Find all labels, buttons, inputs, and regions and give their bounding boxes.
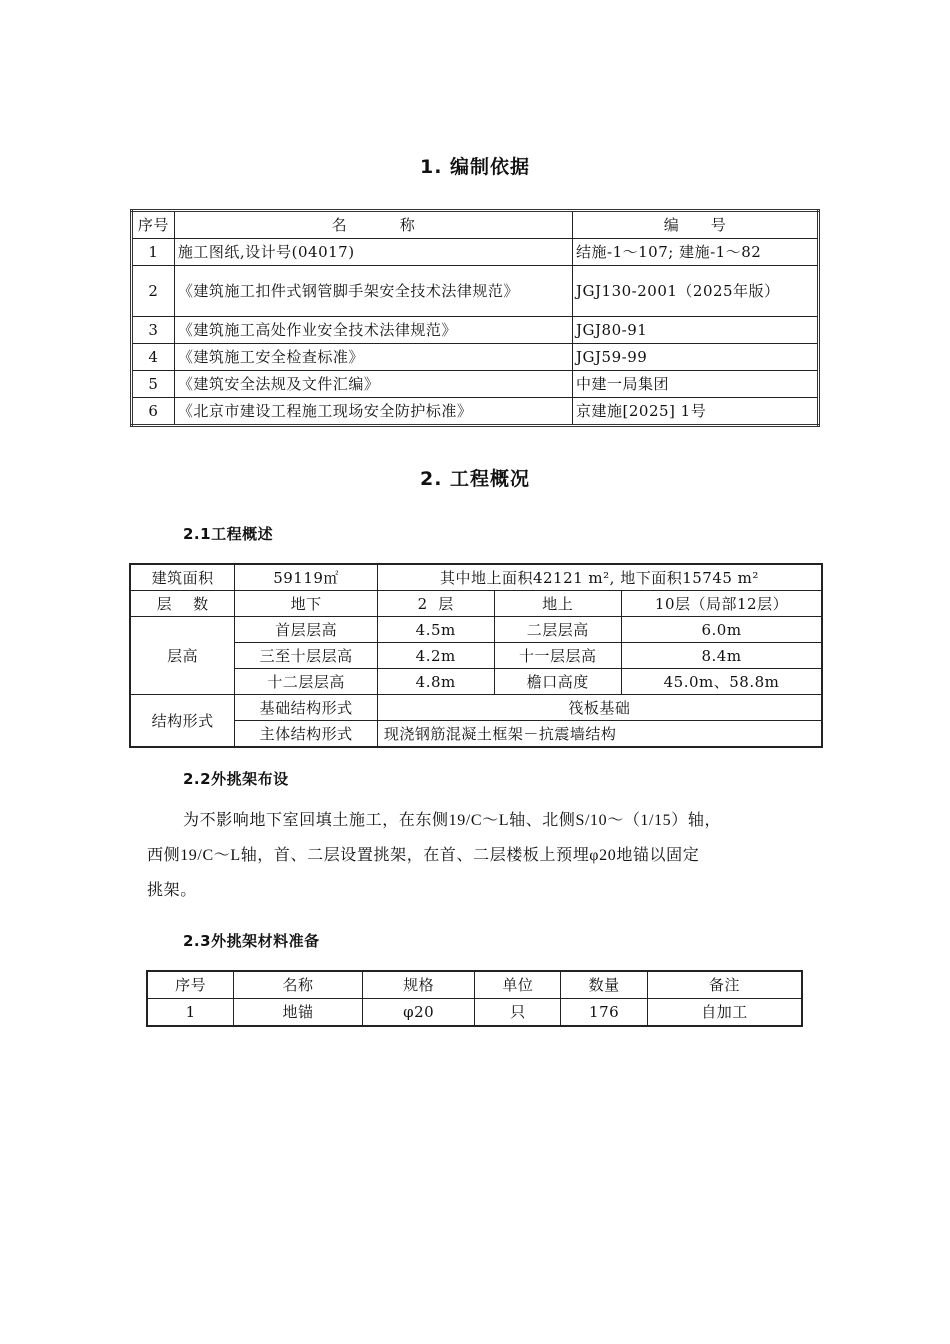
table-cell: 十二层层高 <box>235 669 378 695</box>
height-label: 层高 <box>130 617 235 695</box>
table-cell: 自加工 <box>648 999 803 1027</box>
floors-label: 层 数 <box>130 591 235 617</box>
foundation-label: 基础结构形式 <box>235 695 378 721</box>
table-cell: 京建施[2025] 1号 <box>573 398 819 426</box>
header-cell: 单位 <box>475 971 561 999</box>
subsection-2-3-title: 2.3外挑架材料准备 <box>183 932 320 950</box>
table-cell: 2 <box>132 266 175 317</box>
table-cell: 《建筑施工扣件式钢管脚手架安全技术法律规范》 <box>174 266 572 317</box>
table-cell: 施工图纸,设计号(04017) <box>174 239 572 266</box>
underground-label: 地下 <box>235 591 378 617</box>
table-cell: 6.0m <box>622 617 822 643</box>
subsection-2-2-title: 2.2外挑架布设 <box>183 770 289 788</box>
table-row <box>132 266 819 317</box>
table-row <box>132 398 819 426</box>
table-cell: 1 <box>132 239 175 266</box>
table-cell: 《北京市建设工程施工现场安全防护标准》 <box>174 398 572 426</box>
table-row <box>130 669 822 695</box>
main-structure-value: 现浇钢筋混凝土框架－抗震墙结构 <box>377 721 822 748</box>
foundation-value: 筏板基础 <box>377 695 822 721</box>
table-row <box>130 617 822 643</box>
table-row <box>147 999 802 1027</box>
project-overview-table <box>129 563 823 748</box>
table-cell: 5 <box>132 371 175 398</box>
main-structure-label: 主体结构形式 <box>235 721 378 748</box>
paragraph-line: 挑架。 <box>147 882 197 899</box>
table-row <box>130 564 822 591</box>
table-row <box>132 371 819 398</box>
table-row <box>132 239 819 266</box>
table-row <box>130 643 822 669</box>
header-cell: 备注 <box>648 971 803 999</box>
table-cell: 二层层高 <box>494 617 622 643</box>
table-cell: JGJ80-91 <box>573 317 819 344</box>
table-header-row <box>132 211 819 239</box>
table-cell: 3 <box>132 317 175 344</box>
table-cell: 三至十层层高 <box>235 643 378 669</box>
table-cell: 4.5m <box>377 617 494 643</box>
table-row <box>132 317 819 344</box>
table-row <box>130 695 822 721</box>
materials-table <box>146 970 803 1027</box>
table-cell: 1 <box>147 999 234 1027</box>
area-label: 建筑面积 <box>130 564 235 591</box>
table-cell: 首层层高 <box>235 617 378 643</box>
table-cell: JGJ130-2001（2025年版） <box>573 266 819 317</box>
header-cell: 编 号 <box>573 211 819 239</box>
table-cell: 6 <box>132 398 175 426</box>
header-cell: 序号 <box>147 971 234 999</box>
table-cell: 176 <box>561 999 648 1027</box>
table-cell: 只 <box>475 999 561 1027</box>
header-cell: 名 称 <box>174 211 572 239</box>
aboveground-value: 10层（局部12层） <box>622 591 822 617</box>
table-cell: 十一层层高 <box>494 643 622 669</box>
table-row <box>130 721 822 748</box>
table-header-row <box>147 971 802 999</box>
table-cell: 地锚 <box>234 999 363 1027</box>
table-cell: 8.4m <box>622 643 822 669</box>
section-2-title: 2. 工程概况 <box>419 468 531 490</box>
table-row <box>130 591 822 617</box>
table-cell: 4.2m <box>377 643 494 669</box>
area-note: 其中地上面积42121 m², 地下面积15745 m² <box>377 564 822 591</box>
scaffold-paragraph <box>147 803 807 908</box>
table-cell: 《建筑施工安全检查标准》 <box>174 344 572 371</box>
table-cell: 4 <box>132 344 175 371</box>
table-cell: φ20 <box>362 999 475 1027</box>
table-cell: 《建筑施工高处作业安全技术法律规范》 <box>174 317 572 344</box>
area-value: 59119㎡ <box>235 564 378 591</box>
structure-label: 结构形式 <box>130 695 235 748</box>
table-cell: 45.0m、58.8m <box>622 669 822 695</box>
table-cell: 檐口高度 <box>494 669 622 695</box>
paragraph-line: 为不影响地下室回填土施工，在东侧19/C～L轴、北侧S/10～（1/15）轴， <box>183 812 722 829</box>
basis-table <box>130 209 820 427</box>
subsection-2-1-title: 2.1工程概述 <box>183 525 274 543</box>
header-cell: 规格 <box>362 971 475 999</box>
paragraph-line: 西侧19/C～L轴，首、二层设置挑架，在首、二层楼板上预埋φ20地锚以固定 <box>147 847 700 864</box>
table-row <box>132 344 819 371</box>
table-cell: 结施-1～107; 建施-1～82 <box>573 239 819 266</box>
table-cell: 中建一局集团 <box>573 371 819 398</box>
table-cell: 《建筑安全法规及文件汇编》 <box>174 371 572 398</box>
header-cell: 序号 <box>132 211 175 239</box>
table-cell: JGJ59-99 <box>573 344 819 371</box>
aboveground-label: 地上 <box>494 591 622 617</box>
table-cell: 4.8m <box>377 669 494 695</box>
header-cell: 名称 <box>234 971 363 999</box>
underground-value: 2 层 <box>377 591 494 617</box>
section-1-title: 1. 编制依据 <box>419 156 531 178</box>
header-cell: 数量 <box>561 971 648 999</box>
